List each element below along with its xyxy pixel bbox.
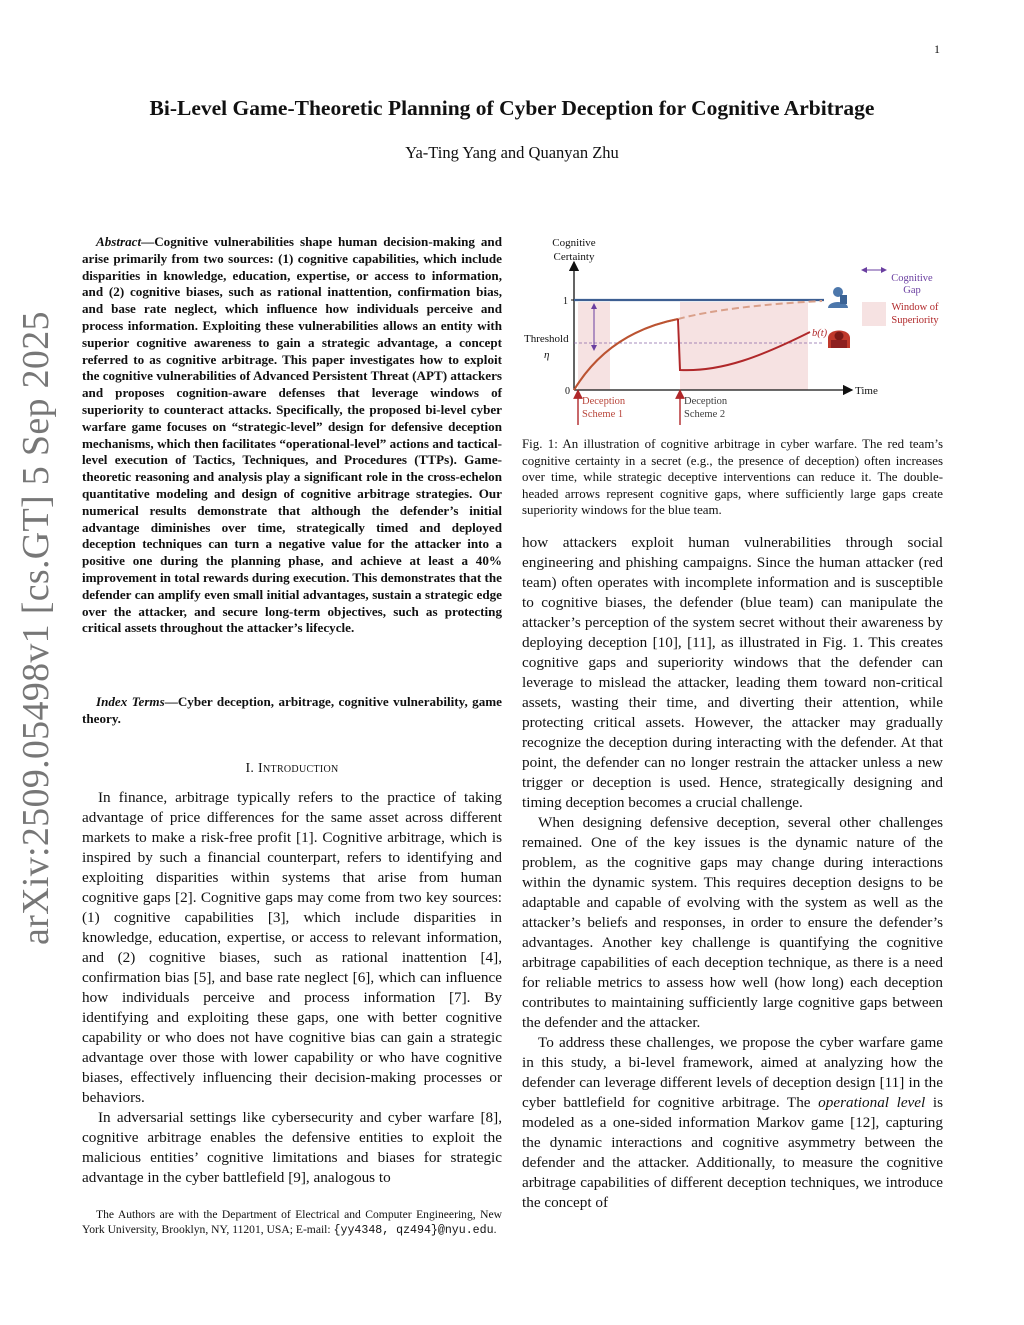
legend-window-swatch [862,302,886,326]
bt-label: b(t) [812,328,828,339]
intro-paragraph: In finance, arbitrage typically refers to the practice of taking advantage of price differences for the same asset across different markets to make a risk-free profit [1]. Cognitive arbitrage, which is inspired by such a financial counterpart, refers to identifying and exploiting disparities within systems that arise from human cognitive gaps [2]. Cognitive gaps may come from two key sources: (1) cognitive capabilities [3], which include disparities in knowledge, education, expertise, or access to relevant information, and (2) cognitive biases, such as rational inattention [4], confirmation bias [5], and base rate neglect [6], which can influence how individuals perceive and process information [7]. By identifying and exploiting these gaps, one with better cognitive capability or who does not have cognitive bias can gain a strategic advantage over those with lower capability or who have cognitive biases, effectively influencing their decision-making processes or behaviors. [82,789,502,1106]
scheme-2-label-1: Deception [684,396,728,407]
abstract [82,234,502,637]
intro-paragraph: In adversarial settings like cybersecurity and cyber warfare [8], cognitive arbitrage enables the defensive entities to exploit the malicious entities’ cognitive limitations and biases for strategic advantage in the cyber battlefield [9], analogous to [82,1109,502,1186]
attacker-icon [828,331,850,349]
figure-caption: Fig. 1: An illustration of cognitive arbitrage in cyber warfare. The red team’s cognitive certainty in a secret (e.g., the presence of deception) often increases over time, while strategic deceptive interventions can reduce it. The double-headed arrows represent cognitive gaps, where sufficiently large gaps create superiority windows for the blue team. [522,437,943,517]
footnote-text: The Authors are with the Department of Electrical and Computer Engineering, New York University, Brooklyn, NY, 11201, USA; E-mail: [82,1208,502,1236]
footnote-end: . [493,1223,497,1236]
intro-text [82,788,502,1188]
threshold-label: Threshold [524,333,569,345]
section-title: Introduction [258,761,339,776]
index-terms-text: —Cyber deception, arbitrage, cognitive vulnerability, game theory. [82,694,502,726]
right-paragraph: When designing defensive deception, several other challenges remained. One of the key issues is the dynamic nature of the problem, as the cognitive gaps may change during interactions within the dynamic system. This requires deception designs to be adaptable and capable of evolving with the system as well as the attacker’s beliefs and responses, in order to ensure the defender’s advantages. Another key challenge is quantifying the cognitive arbitrage capabilities of each deception technique, as there is a need for reliable metrics to assess how well (how long) each deception contributes to maintaining sufficiently large cognitive gaps between the defender and the attacker. [522,814,943,1031]
page-number: 1 [934,42,940,56]
footnote-email[interactable]: {yy4348, qz494}@nyu.edu [333,1224,494,1237]
y-label-1: Cognitive [552,237,596,249]
section-heading [82,761,502,777]
right-column-text [522,533,943,1213]
tick-label-one: 1 [563,296,568,307]
right-paragraph: how attackers exploit human vulnerabilities through social engineering and phishing campaigns. Since the human attacker (red team) often operates with incomplete information and is susceptible to cognitive biases, the defender (blue team) can manipulate the attacker’s perception of the system secret without their awareness by deploying deception [10], [11], as illustrated in Fig. 1. This creates cognitive gaps and superiority windows that the defender can leverage to mislead the attacker, leading them toward non-critical assets, wasting their time, and diverting their attention, while protecting critical assets. However, the attacker may gradually recognize the deception during interacting with the defender. At that point, the defender can no longer restrain the attacker unless a new trigger or deception is used. Hence, strategically designing and timing deception becomes a crucial challenge. [522,534,943,811]
index-terms-label: Index Terms [96,694,165,709]
legend-gap-1: Cognitive [891,273,933,284]
scheme-2-label-2: Scheme 2 [684,409,726,420]
legend-window-1: Window of [891,302,939,313]
y-label-2: Certainty [553,251,595,263]
scheme-1-label-1: Deception [582,396,626,407]
right-paragraph-last [522,1033,943,1213]
tick-label-zero: 0 [565,386,570,397]
last-paragraph-em: operational level [818,1094,926,1111]
arxiv-stamp: arXiv:2509.05498v1 [cs.GT] 5 Sep 2025 [15,311,57,945]
superiority-window-2 [680,302,808,390]
index-terms [82,694,502,728]
abstract-label: Abstract [96,234,142,249]
last-paragraph-post: is modeled as a one-sided information Markov game [12], capturing the dynamic interactions and cognitive asymmetry between the defender and the attacker. Additionally, to measure the cognitive arbitrage capabilities of different deception techniques, we introduce the concept of [522,1094,943,1211]
abstract-text: —Cognitive vulnerabilities shape human decision-making and arise primarily from two sources: (1) cognitive capabilities, which include disparities in knowledge, education, expertise, or access to information, and (2) cognitive biases, such as rational inattention, confirmation bias, and base rate neglect, which influence how individuals perceive and process information. Exploiting these vulnerabilities allows an entity with superior cognitive awareness to gain a strategic advantage, a concept referred to as cognitive arbitrage. This paper investigates how to exploit the cognitive vulnerabilities of Advanced Persistent Threat (APT) attackers and proposes cognition-aware defenses that leverage windows of superiority to counteract attacks. Specifically, the proposed bi-level cyber warfare game focuses on “strategic-level” design for defensive deception mechanisms, which then facilitates “operational-level” actions and tactical-level execution of Tactics, Techniques, and Procedures (TTPs). Game-theoretic reasoning and analysis play a significant role in the cross-echelon quantitative modeling and design of cognitive arbitrage strategies. Our numerical results demonstrate that although the defender’s initial advantage diminishes over time, strategically timed and deployed deception techniques can turn a negative value for the attacker into a positive one during the planning phase, and achieve at least a 40% improvement in total rewards during execution. This demonstrates that the defender can amplify even small initial advantages, sustain a strategic edge over the attacker, and secure long-term objectives, such as protecting critical assets throughout the attacker’s lifecycle. [82,234,502,636]
last-paragraph-pre: To address these challenges, we propose the cyber warfare game in this study, a bi-level framework, aimed at analyzing how the defender can leverage different levels of deception design [11] in the cyber battlefield for cognitive arbitrage. The [522,1034,943,1111]
paper-title: Bi-Level Game-Theoretic Planning of Cyber Deception for Cognitive Arbitrage [149,96,875,120]
figure-1 [522,232,943,430]
eta-label: η [544,349,550,361]
legend-gap-2: Gap [903,285,921,296]
section-number: I. [245,761,255,776]
paper-authors: Ya-Ting Yang and Quanyan Zhu [405,143,619,162]
author-footnote [82,1207,502,1238]
scheme-1-label-2: Scheme 1 [582,409,624,420]
defender-icon [828,287,848,308]
legend-window-2: Superiority [891,315,939,326]
x-label: Time [855,385,878,397]
